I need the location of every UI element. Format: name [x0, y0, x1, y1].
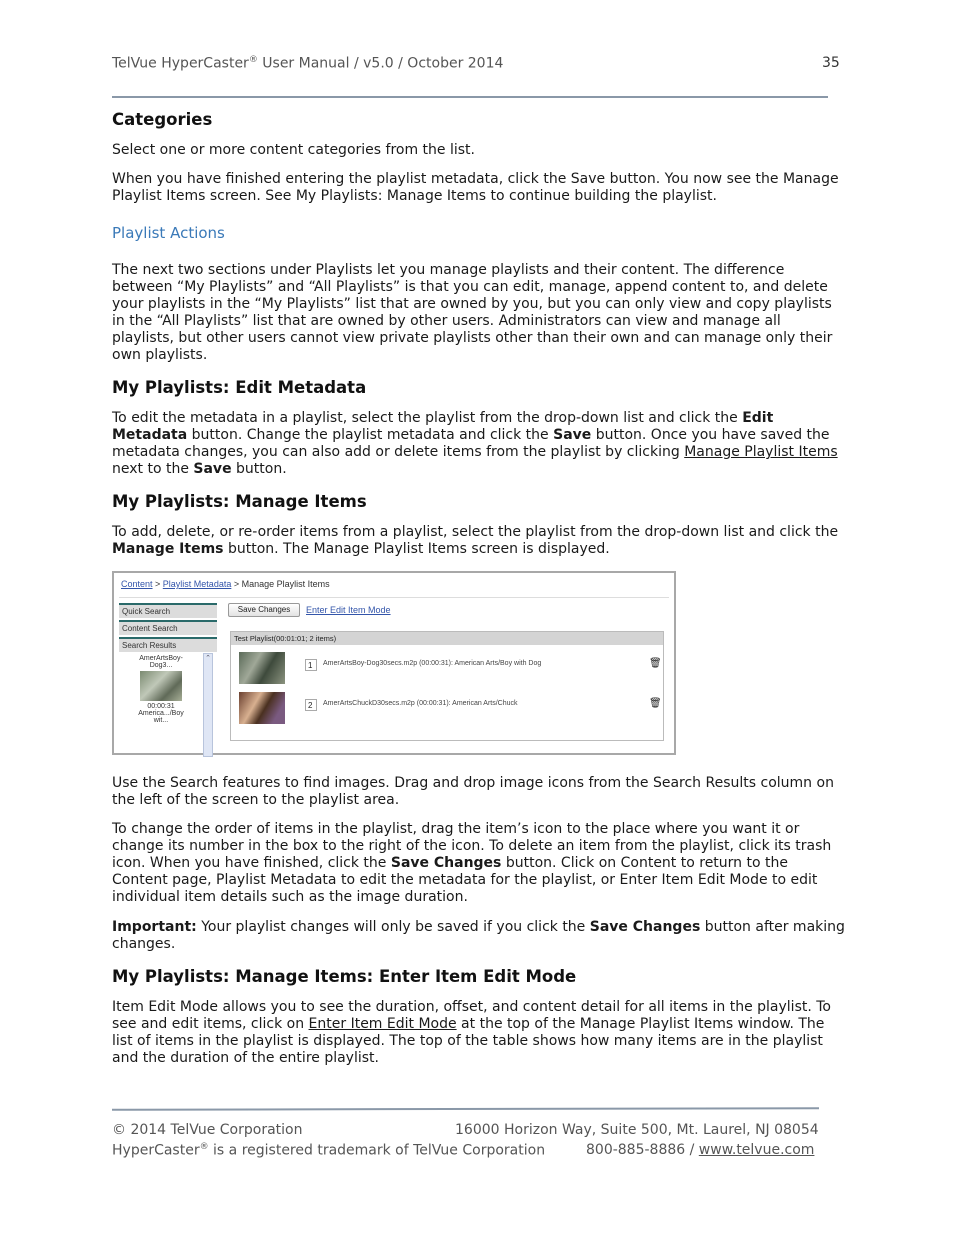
text: Item Edit Mode allows you to see the duration, offset, and content detail for all items in the playlist. To see and edit items, click on — [112, 999, 831, 1032]
text: To edit the metadata in a playlist, select the playlist from the drop-down list and click the — [112, 410, 743, 426]
footer-contact — [586, 1142, 814, 1158]
manage-playlist-items-screenshot — [112, 571, 676, 755]
text: button. Once you have saved the metadata changes, you can also add or delete items from the playlist by clicking — [112, 427, 830, 460]
tab-quick-search[interactable]: Quick Search — [119, 603, 217, 618]
result-duration: 00:00:31 — [147, 703, 175, 710]
result-thumbnail[interactable] — [140, 671, 182, 701]
results-scrollbar[interactable] — [203, 653, 213, 757]
playlist-item[interactable] — [239, 652, 662, 686]
header-rule — [112, 96, 828, 98]
website-link[interactable]: www.telvue.com — [698, 1142, 815, 1158]
text: is a registered trademark of TelVue Corporation — [208, 1142, 546, 1159]
footer-phone: 800-885-8886 / — [586, 1142, 699, 1158]
footer-address: 16000 Horizon Way, Suite 500, Mt. Laurel, NJ 08054 — [455, 1122, 819, 1138]
footer-rule — [112, 1107, 819, 1110]
bold-text: Manage Items — [112, 541, 224, 557]
text: button. Click on Content to return to the Content page, Playlist Metadata to edit the metadata for the playlist, or Enter Item Edit Mode to edit individual item details such as the image duration. — [112, 855, 818, 905]
divider — [119, 597, 669, 598]
paragraph: The next two sections under Playlists let you manage playlists and their content. The difference between “My Playlists” and “All Playlists” is that you can edit, manage, append content to, and delete your playlists in the “My Playlists” list that are owned by you, but you can only view and copy playlists in the “All Playlists” list that are owned by other users. Administrators can view and manage all playlists, but other users cannot view private playlists other than their own and can manage only their own playlists. — [112, 262, 833, 363]
bold-text: Save Changes — [390, 855, 502, 871]
breadcrumb-current: Manage Playlist Items — [241, 579, 330, 589]
footer-copyright: © 2014 TelVue Corporation — [112, 1122, 303, 1138]
page-number: 35 — [822, 55, 840, 71]
breadcrumb — [121, 579, 330, 589]
registered-mark: ® — [248, 55, 258, 65]
text: next to the — [112, 461, 194, 477]
header-title: TelVue HyperCaster — [112, 55, 249, 72]
bold-text: Save — [553, 427, 592, 443]
text: HyperCaster — [112, 1142, 200, 1159]
paragraph-reorder — [112, 821, 847, 906]
scroll-up-icon[interactable]: ⌃ — [205, 655, 211, 662]
manage-playlist-items-link[interactable]: Manage Playlist Items — [684, 444, 838, 460]
paragraph-edit-metadata — [112, 410, 847, 478]
save-changes-button[interactable]: Save Changes — [228, 603, 300, 617]
tab-search-results[interactable]: Search Results — [119, 637, 217, 652]
heading-edit-metadata: My Playlists: Edit Metadata — [112, 378, 367, 397]
text: at the top of the Manage Playlist Items window. The list of items in the playlist is displayed. The top of the table shows how many items are in the playlist and the duration of the entire playlist. — [112, 1016, 825, 1066]
result-caption: America.../Boy wit... — [138, 710, 184, 724]
registered-mark: ® — [199, 1142, 209, 1152]
breadcrumb-separator: > — [231, 579, 242, 589]
item-thumbnail[interactable] — [239, 692, 285, 724]
bold-text: Edit Metadata — [112, 410, 774, 443]
bold-text: Important: — [112, 919, 197, 935]
footer-trademark — [112, 1142, 545, 1159]
search-sidebar — [119, 603, 217, 724]
text: To add, delete, or re-order items from a playlist, select the playlist from the drop-down list and click the — [112, 524, 839, 540]
playlist-items — [230, 631, 664, 741]
result-title: AmerArtsBoy-Dog3... — [139, 655, 183, 669]
paragraph: Use the Search features to find images. Drag and drop image icons from the Search Results column on the left of the screen to the playlist area. — [112, 775, 834, 808]
bold-text: Save — [193, 461, 232, 477]
item-order-input[interactable]: 1 — [305, 659, 317, 671]
text: To change the order of items in the playlist, drag the item’s icon to the place where you want it or change its number in the box to the right of the icon. To delete an item from the playlist, click its trash icon. When you have finished, click the — [112, 821, 832, 871]
playlist-header: Test Playlist(00:01:01; 2 items) — [231, 632, 663, 645]
item-order-input[interactable]: 2 — [305, 699, 317, 711]
trash-icon[interactable]: 🗑 — [649, 658, 662, 669]
paragraph-manage-items — [112, 524, 847, 558]
heading-categories: Categories — [112, 110, 213, 129]
text: button. The Manage Playlist Items screen is displayed. — [223, 541, 610, 557]
item-description: AmerArtsChuckD30secs.m2p (00:00:31): American Arts/Chuck — [323, 700, 518, 707]
running-header — [112, 55, 503, 72]
playlist-item[interactable] — [239, 692, 662, 726]
heading-item-edit-mode: My Playlists: Manage Items: Enter Item Edit Mode — [112, 967, 577, 986]
paragraph-important — [112, 919, 847, 953]
text: button. Change the playlist metadata and click the — [187, 427, 554, 443]
heading-playlist-actions: Playlist Actions — [112, 224, 225, 242]
text: Your playlist changes will only be saved if you click the — [196, 919, 590, 935]
header-version: User Manual / v5.0 / October 2014 — [257, 55, 504, 72]
enter-item-edit-mode-link[interactable]: Enter Item Edit Mode — [308, 1016, 457, 1032]
text: button. — [231, 461, 287, 477]
breadcrumb-content-link[interactable]: Content — [121, 579, 153, 589]
trash-icon[interactable]: 🗑 — [649, 698, 662, 709]
bold-text: Save Changes — [589, 919, 701, 935]
breadcrumb-metadata-link[interactable]: Playlist Metadata — [162, 579, 232, 589]
paragraph-item-edit-mode — [112, 999, 847, 1067]
item-thumbnail[interactable] — [239, 652, 285, 684]
heading-manage-items: My Playlists: Manage Items — [112, 492, 367, 511]
enter-edit-item-mode-link[interactable]: Enter Edit Item Mode — [306, 605, 391, 615]
breadcrumb-separator: > — [152, 579, 163, 589]
paragraph: Select one or more content categories from the list. — [112, 142, 475, 158]
tab-content-search[interactable]: Content Search — [119, 620, 217, 635]
item-description: AmerArtsBoy-Dog30secs.m2p (00:00:31): American Arts/Boy with Dog — [323, 660, 542, 667]
search-result-item[interactable] — [121, 655, 201, 755]
text: button after making changes. — [112, 919, 845, 952]
paragraph: When you have finished entering the playlist metadata, click the Save button. You now see the Manage Playlist Items screen. See My Playlists: Manage Items to continue building the playlist. — [112, 171, 839, 204]
